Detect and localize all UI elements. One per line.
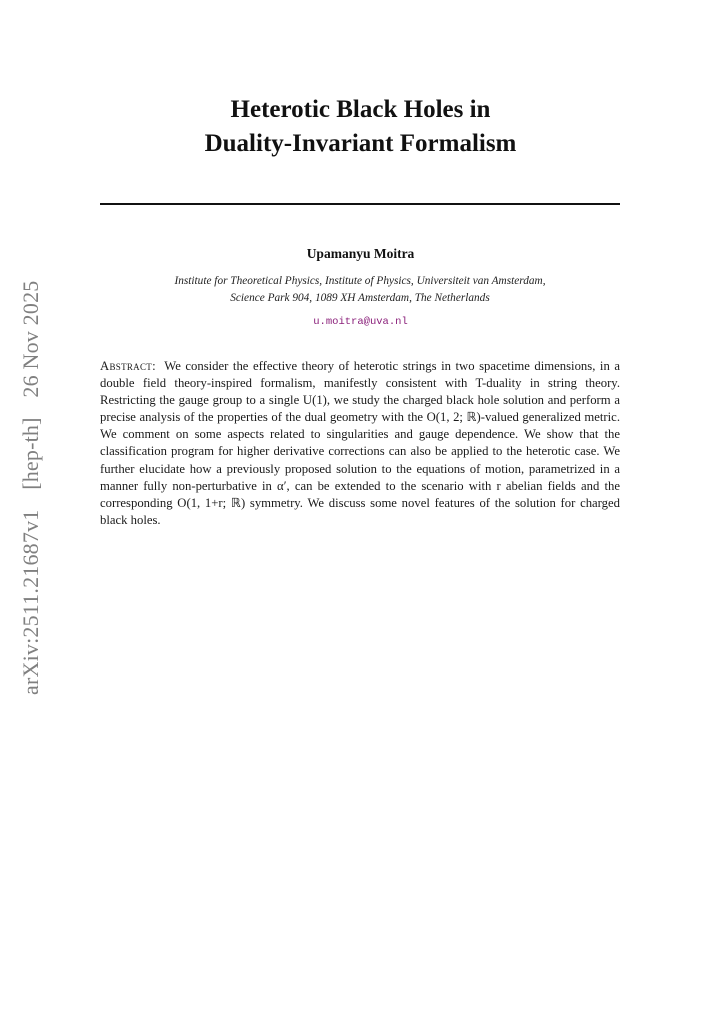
- abstract: [100, 358, 620, 529]
- arxiv-category: [hep-th]: [18, 417, 43, 490]
- author-email-link[interactable]: u.moitra@uva.nl: [313, 316, 408, 328]
- arxiv-date: 26 Nov 2025: [18, 280, 43, 398]
- title-line-2: Duality-Invariant Formalism: [204, 130, 517, 157]
- author-name: Upamanyu Moitra: [306, 246, 415, 261]
- author-affiliation: [100, 273, 620, 307]
- abstract-label: Abstract:: [100, 359, 156, 373]
- arxiv-identifier-stamp: [18, 267, 44, 695]
- affiliation-line-2: Science Park 904, 1089 XH Amsterdam, The Netherlands: [230, 292, 490, 304]
- title-rule: [100, 203, 620, 205]
- arxiv-id: arXiv:2511.21687v1: [18, 509, 43, 695]
- paper-title: [0, 93, 721, 161]
- abstract-text: We consider the effective theory of heterotic strings in two spacetime dimensions, in a double field theory-inspired formalism, manifestly consistent with T-duality in string theory. Restricting the gauge group to a single U(1), we study the charged black hole solution and perform a precise analysis of the properties of the dual geometry with the O(1, 2; ℝ)-valued generalized metric. We comment on some aspects related to singularities and gauge dependence. We show that the classification program for higher derivative corrections can also be applied to the heterotic case. We further elucidate how a previously proposed solution to the equations of motion, parametrized in a manner fully non-perturbative in α′, can be extended to the scenario with r abelian fields and the corresponding O(1, 1+r; ℝ) symmetry. We discuss some novel features of the solution for charged black holes.: [100, 359, 620, 527]
- title-line-1: Heterotic Black Holes in: [230, 96, 491, 123]
- affiliation-line-1: Institute for Theoretical Physics, Institute of Physics, Universiteit van Amsterdam,: [174, 275, 546, 287]
